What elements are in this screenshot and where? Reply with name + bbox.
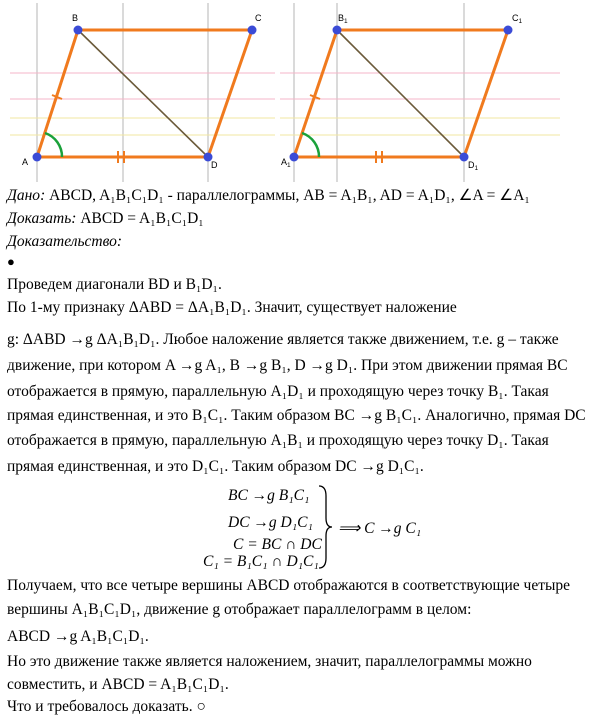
left-vertex-b	[74, 26, 83, 35]
geometry-figure	[0, 0, 600, 185]
right-angle-arc	[302, 133, 319, 157]
right-side-ab	[294, 30, 337, 157]
given-line: Дано: ABCD, A₁B₁C₁D₁ - параллелограммы, AB = A₁B₁, AD = A₁D₁, ∠A = ∠A₁	[7, 187, 530, 204]
paragraph-line-5: отображается в прямую, параллельную A₁D₁ и проходящую через точку B₁. Такая	[7, 383, 549, 400]
paragraph-line-8: прямая единственная, и это D₁C₁. Таким образом DC →g D₁C₁.	[7, 458, 424, 475]
prove-body: ABCD = A₁B₁C₁D₁	[80, 210, 204, 227]
right-side-cd	[464, 30, 508, 157]
left-diagonal-bd	[78, 30, 208, 157]
left-side-cd	[208, 30, 252, 157]
paragraph-line-3: g: ΔABD →g ΔA₁B₁D₁. Любое наложение является также движением, т.е. g – также	[7, 331, 559, 348]
left-side-ab	[37, 30, 78, 157]
system-line-3: C = BC ∩ DC	[233, 536, 322, 553]
system-line-2: DC →g D₁C₁	[228, 514, 313, 531]
paragraph-line-9: Получаем, что все четыре вершины ABCD отображаются в соответствующие четыре	[7, 577, 571, 594]
paragraph-line-10: вершины A₁B₁C₁D₁, движение g отображает параллелограмм в целом:	[7, 601, 472, 618]
left-label-b: B	[72, 13, 79, 23]
paragraph-line-4: движение, при котором A →g A₁, B →g B₁, D →g D₁. При этом движении прямая BC	[7, 357, 568, 374]
paragraph-line-14: Что и требовалось доказать. ○	[7, 698, 206, 715]
left-parallelogram	[33, 26, 257, 164]
prove-label: Доказать	[7, 210, 72, 227]
prove-line: Доказать: ABCD = A₁B₁C₁D₁	[7, 210, 204, 227]
paragraph-line-11: ABCD →g A₁B₁C₁D₁.	[7, 628, 149, 645]
right-diagonal-bd	[337, 30, 464, 157]
right-parallelogram	[290, 26, 513, 164]
right-label-a: $A_1$	[281, 157, 291, 169]
paragraph-line-1: Проведем диагонали BD и B₁D₁.	[7, 276, 222, 293]
left-label-d: D	[211, 160, 218, 170]
right-vertex-c	[504, 26, 513, 35]
right-label-c: $C_1$	[512, 13, 523, 25]
given-label: Дано	[7, 187, 41, 204]
right-label-b: $B_1$	[338, 13, 348, 25]
paragraph-line-2: По 1-му признаку ΔABD = ΔA₁B₁D₁. Значит, существует наложение	[7, 299, 457, 316]
left-vertex-c	[248, 26, 257, 35]
paragraph-line-12: Но это движение также является наложением, значит, параллелограммы можно	[7, 653, 532, 670]
right-vertex-a	[290, 153, 299, 162]
left-angle-arc	[45, 133, 62, 157]
left-label-c: C	[255, 13, 262, 23]
right-vertex-b	[333, 26, 342, 35]
paragraph-line-13: совместить, и ABCD = A₁B₁C₁D₁.	[7, 676, 229, 693]
system-line-1: BC →g B₁C₁	[228, 487, 310, 504]
right-label-d: $D_1$	[468, 160, 479, 172]
given-body: ABCD, A₁B₁C₁D₁ - параллелограммы, AB = A₁B₁, AD = A₁D₁, ∠A = ∠A₁	[49, 187, 530, 204]
system-result: ⟹ C →g C₁	[338, 520, 422, 537]
system-line-4: C₁ = B₁C₁ ∩ D₁C₁	[203, 553, 319, 570]
left-vertex-a	[33, 153, 42, 162]
right-brace	[316, 484, 336, 570]
paragraph-line-6: прямая единственная, и это B₁C₁. Таким образом BC →g B₁C₁. Аналогично, прямая DC	[7, 407, 586, 424]
left-label-a: A	[22, 157, 29, 167]
paragraph-line-7: отображается в прямую, параллельную A₁B₁ и проходящую через точку D₁. Такая	[7, 432, 549, 449]
proof-label: Доказательство:	[7, 233, 123, 250]
bullet: ●	[7, 254, 15, 269]
